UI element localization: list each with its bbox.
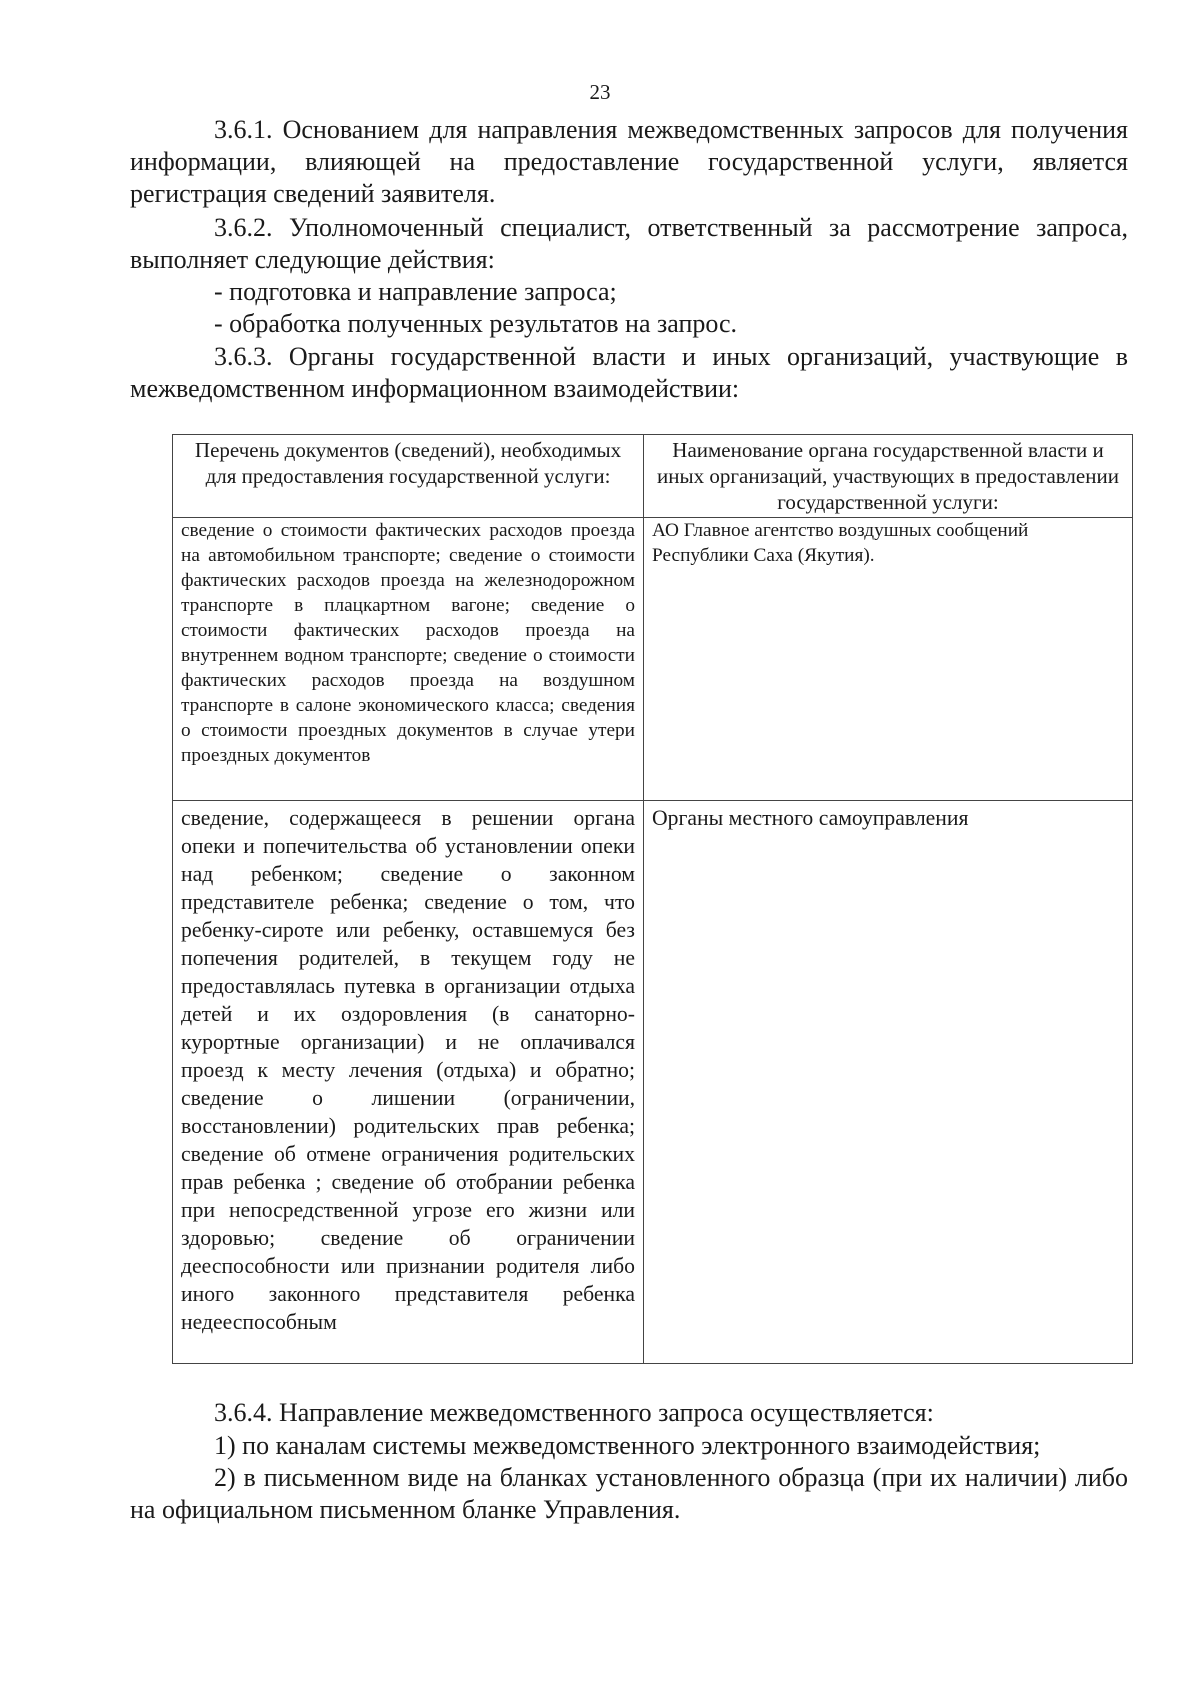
table-row: [173, 518, 1133, 801]
table-cell-organization: АО Главное агентство воздушных сообщений Республики Саха (Якутия).: [644, 518, 1133, 801]
table-header-row: [173, 435, 1133, 518]
page-number: 23: [589, 80, 611, 104]
paragraph-3-6-4-item-2: 2) в письменном виде на бланках установленного образца (при их наличии) либо на официальном письменном бланке Управления.: [130, 1463, 1128, 1524]
table-cell-organization: Органы местного самоуправления: [644, 801, 1133, 1364]
table-row: [173, 801, 1133, 1364]
table-cell-documents: сведение, содержащееся в решении органа опеки и попечительства об установлении опеки над ребенком; сведение о законном представителе ребенка; сведение о том, что ребенку-сироте или ребенку, оставшемуся без попечения родителей, в текущем году не предоставлялась путевка в организации отдыха детей и их оздоровления (в санаторно-курортные организации) и не оплачивался проезд к месту лечения (отдыха) и обратно; сведение о лишении (ограничении, восстановлении) родительских прав ребенка; сведение об отмене ограничения родительских прав ребенка ; сведение об отобрании ребенка при непосредственной угрозе его жизни или здоровью; сведение об ограничении дееспособности или признании родителя либо иного законного представителя ребенка недееспособным: [173, 801, 644, 1364]
agencies-table: [172, 434, 1133, 1364]
table-header-documents: Перечень документов (сведений), необходимых для предоставления государственной услуги:: [173, 435, 644, 518]
paragraph-3-6-2-item-1: - подготовка и направление запроса;: [214, 277, 617, 306]
paragraph-3-6-3: 3.6.3. Органы государственной власти и иных организаций, участвующие в межведомственном информационном взаимодействии:: [130, 342, 1128, 403]
paragraph-3-6-1: 3.6.1. Основанием для направления межведомственных запросов для получения информации, влияющей на предоставление государственной услуги, является регистрация сведений заявителя.: [130, 115, 1128, 208]
paragraph-3-6-4-item-1: 1) по каналам системы межведомственного электронного взаимодействия;: [214, 1431, 1041, 1460]
paragraph-3-6-2: 3.6.2. Уполномоченный специалист, ответственный за рассмотрение запроса, выполняет следующие действия:: [130, 213, 1128, 274]
table-header-organizations: Наименование органа государственной власти и иных организаций, участвующих в предоставлении государственной услуги:: [644, 435, 1133, 518]
table-cell-documents: сведение о стоимости фактических расходов проезда на автомобильном транспорте; сведение о стоимости фактических расходов проезда на железнодорожном транспорте в плацкартном вагоне; сведение о стоимости фактических расходов проезда на внутреннем водном транспорте; сведение о стоимости фактических расходов проезда на воздушном транспорте в салоне экономического класса; сведения о стоимости проездных документов в случае утери проездных документов: [173, 518, 644, 801]
paragraph-3-6-4: 3.6.4. Направление межведомственного запроса осуществляется:: [214, 1398, 934, 1427]
paragraph-3-6-2-item-2: - обработка полученных результатов на запрос.: [214, 309, 738, 338]
